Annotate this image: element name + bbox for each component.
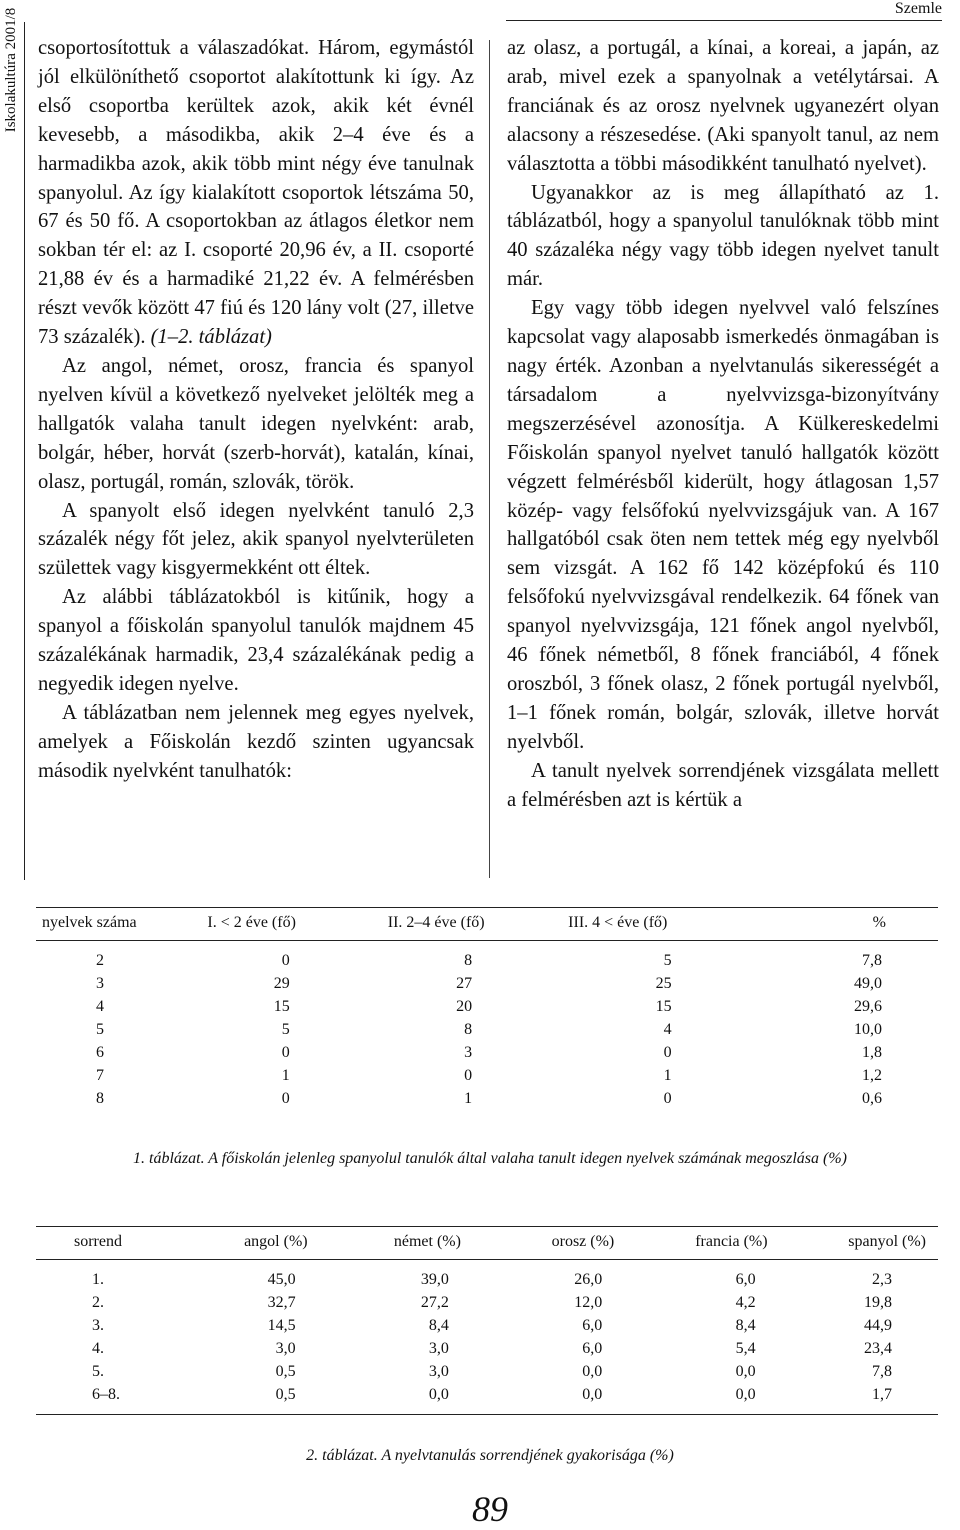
- table-cell: 4: [663, 1021, 672, 1038]
- table-cell: 7,8: [872, 1363, 892, 1380]
- table-cell: 10,0: [854, 1021, 882, 1038]
- column-header: spanyol (%): [848, 1233, 926, 1250]
- paragraph: Egy vagy több idegen nyelvvel való felszínes kapcsolat vagy alaposabb ismerkedés önmagában is nagy érték. Azonban a nyelvtanulás sikerességét a társadalom a nyelvvizsga-bizonyítvány megszerzésével azonosítja. A Külkereskedelmi Főiskolán spanyol nyelvet tanuló hallgatók között végzett felmérésből kiderült, hogy átlagosan 1,57 közép- vagy felsőfokú nyelvvizsgájuk van. A 167 hallgatóból csak öten nem tettek még egy nyelvből sem vizsgát. A 162 fő 142 középfokú és 110 felsőfokú nyelvvizsgával rendelkezik. 64 főnek van spanyol nyelvvizsgája, 121 főnek angol nyelvből, 46 főnek németből, 8 főnek franciából, 4 főnek oroszból, 3 főnek olasz, 2 főnek portugál nyelvből, 1–1 főnek román, bolgár, szlovák, illetve horvát nyelvből.: [507, 297, 939, 753]
- table-cell: 7,8: [862, 952, 882, 969]
- table-cell: 1: [281, 1067, 290, 1084]
- section-label: Szemle: [894, 0, 942, 17]
- paragraph: Ugyanakkor az is meg állapítható az 1. táblázatból, hogy a spanyolul tanulóknak több mint 40 százaléka négy vagy több idegen nyelvet tanult már.: [507, 181, 939, 291]
- paragraph: A tanult nyelvek sorrendjének vizsgálata mellett a felmérésben azt is kértük a: [507, 759, 939, 811]
- column-header: sorrend: [74, 1233, 122, 1250]
- table-cell: 1,8: [862, 1044, 882, 1061]
- table-cell: 15: [655, 998, 672, 1015]
- table-row: [36, 1064, 938, 1087]
- table-cell: 25: [655, 975, 672, 992]
- table-cell: 0,5: [275, 1386, 296, 1403]
- table-cell: 2: [96, 952, 104, 969]
- table-cell: 0: [281, 1044, 290, 1061]
- table-cell: 8,4: [735, 1317, 756, 1334]
- table-cell: 44,9: [864, 1317, 892, 1334]
- table-1: [36, 907, 938, 1110]
- table-cell: 0: [464, 1067, 473, 1084]
- table-cell: 6,0: [735, 1271, 756, 1288]
- table-cell: 3: [96, 975, 104, 992]
- table-row: [36, 949, 938, 972]
- column-header: orosz (%): [551, 1233, 615, 1250]
- table-cell: 4.: [92, 1340, 104, 1357]
- table-cell: 5: [663, 952, 672, 969]
- table-cell: 20: [456, 998, 473, 1015]
- right-column: [507, 34, 939, 814]
- table-cell: 3: [464, 1044, 473, 1061]
- table-cell: 0,5: [275, 1363, 296, 1380]
- side-divider: [24, 22, 25, 880]
- table-cell: 0,0: [582, 1363, 603, 1380]
- table-cell: 1.: [92, 1271, 104, 1288]
- table-row: [36, 1360, 938, 1383]
- column-header: III. 4 < éve (fő): [568, 914, 668, 931]
- paragraph: Az angol, német, orosz, francia és spanyol nyelven kívül a következő nyelveket jelölték meg a hallgatók valaha tanult idegen nyelvként: arab, bolgár, héber, horvát (szerb-horvát), katalán, kínai, olasz, portugál, román, szlovák, török.: [38, 354, 474, 493]
- table-row: [36, 1018, 938, 1041]
- table-cell: 26,0: [574, 1271, 603, 1288]
- table-cell: 6,0: [582, 1317, 603, 1334]
- table-cell: 1: [464, 1090, 473, 1107]
- table-row: [36, 1087, 938, 1110]
- table-cell: 0,0: [428, 1386, 449, 1403]
- column-header: I. < 2 éve (fő): [207, 914, 296, 931]
- table-cell: 2.: [92, 1294, 104, 1311]
- table-header-rule: [36, 1259, 938, 1260]
- table-cell: 3,0: [275, 1340, 296, 1357]
- column-header: német (%): [393, 1233, 461, 1250]
- table-cell: 32,7: [267, 1294, 296, 1311]
- table-cell: 5,4: [735, 1340, 756, 1357]
- table-row: [36, 1383, 938, 1406]
- table-cell: 49,0: [854, 975, 882, 992]
- table-cell: 2,3: [872, 1271, 892, 1288]
- table-cell: 0: [281, 1090, 290, 1107]
- paragraph: az olasz, a portugál, a kínai, a koreai, a japán, az arab, mivel ezek a spanyolnak a vetélytársai. A franciának és az orosz nyelvnek ugyanezért olyan alacsony a részesedése. (Aki spanyolt tanul, az nem választotta a többi másodikként tanulható nyelvet).: [507, 37, 939, 175]
- table-cell: 0,6: [862, 1090, 882, 1107]
- table-cell: 1,7: [872, 1386, 892, 1403]
- table-cell: 5: [96, 1021, 104, 1038]
- table-reference: (1–2. táblázat): [150, 326, 272, 349]
- table-row: [36, 1268, 938, 1291]
- table-bottom-rule: [36, 1414, 938, 1415]
- table-header-row: [36, 908, 938, 940]
- table-header-row: [36, 1227, 938, 1259]
- table-cell: 0,0: [735, 1386, 756, 1403]
- table-1-caption: 1. táblázat. A főiskolán jelenleg spanyolul tanulók által valaha tanult idegen nyelvek számának megoszlása (%): [133, 1150, 847, 1167]
- table-cell: 4,2: [735, 1294, 756, 1311]
- table-cell: 0: [663, 1090, 672, 1107]
- table-cell: 4: [96, 998, 104, 1015]
- table-cell: 29: [273, 975, 290, 992]
- paragraph: A táblázatban nem jelennek meg egyes nyelvek, amelyek a Főiskolán kezdő szinten ugyancsak második nyelvként tanulhatók:: [38, 701, 474, 782]
- column-header: nyelvek száma: [42, 914, 137, 931]
- table-cell: 0,0: [582, 1386, 603, 1403]
- table-cell: 8,4: [428, 1317, 449, 1334]
- table-cell: 0: [663, 1044, 672, 1061]
- table-cell: 15: [273, 998, 290, 1015]
- table-cell: 45,0: [267, 1271, 296, 1288]
- table-cell: 0: [281, 952, 290, 969]
- table-cell: 6–8.: [92, 1386, 120, 1403]
- table-cell: 5: [281, 1021, 290, 1038]
- column-divider: [489, 40, 490, 878]
- table-cell: 39,0: [420, 1271, 449, 1288]
- table-cell: 6,0: [582, 1340, 603, 1357]
- journal-side-label: Iskolakultúra 2001/8: [3, 7, 19, 133]
- table-row: [36, 1041, 938, 1064]
- table-2: [36, 1226, 938, 1415]
- paragraph: Az alábbi táblázatokból is kitűnik, hogy a spanyol a főiskolán spanyolul tanulók majdnem 45 százalékának harmadik, 23,4 százalékának pedig a negyedik idegen nyelve.: [38, 586, 474, 695]
- table-cell: 3.: [92, 1317, 104, 1334]
- table-cell: 14,5: [267, 1317, 296, 1334]
- paragraph: csoportosítottuk a válaszadókat. Három, egymástól jól elkülöníthető csoportot alakítottunk ki így. Az első csoportba kerültek azok, akik két évnél kevesebb, a másodikba, akik 2–4 éve és a harmadikba azok, akik több mint négy éve tanulnak spanyolul. Az így kialakított csoportok létszáma 50, 67 és 50 fő. A csoportokban az átlagos életkor nem sokban tér el: az I. csoporté 20,96 év, a II. csoporté 21,88 év és a harmadiké 21,22 év. A felmérésben részt vevők között 47 fiú és 120 lány volt (27, illetve 73 százalék). (1–2. táblázat): [38, 37, 474, 349]
- table-row: [36, 1337, 938, 1360]
- table-row: [36, 995, 938, 1018]
- table-cell: 3,0: [428, 1363, 449, 1380]
- table-row: [36, 1314, 938, 1337]
- table-cell: 8: [464, 1021, 473, 1038]
- table-cell: 6: [96, 1044, 104, 1061]
- table-cell: 12,0: [574, 1294, 603, 1311]
- table-cell: 5.: [92, 1363, 104, 1380]
- table-cell: 1: [663, 1067, 672, 1084]
- table-cell: 3,0: [428, 1340, 449, 1357]
- left-column: [38, 34, 474, 786]
- table-cell: 29,6: [854, 998, 882, 1015]
- paragraph: A spanyolt első idegen nyelvként tanuló 2,3 százalék négy főt jelez, akik spanyol nyelvterületen születtek vagy kisgyermekként ott éltek.: [38, 499, 474, 580]
- table-cell: 1,2: [862, 1067, 882, 1084]
- column-header: angol (%): [244, 1233, 308, 1250]
- column-header: francia (%): [695, 1233, 768, 1250]
- column-header: %: [872, 914, 886, 931]
- column-header: II. 2–4 éve (fő): [387, 914, 485, 931]
- table-cell: 0,0: [735, 1363, 756, 1380]
- table-cell: 8: [464, 952, 473, 969]
- table-header-rule: [36, 940, 938, 941]
- page-number: 89: [472, 1489, 508, 1529]
- table-2-caption: 2. táblázat. A nyelvtanulás sorrendjének gyakorisága (%): [306, 1447, 674, 1464]
- table-cell: 19,8: [864, 1294, 892, 1311]
- table-cell: 23,4: [864, 1340, 892, 1357]
- table-cell: 27: [456, 975, 473, 992]
- table-cell: 7: [96, 1067, 104, 1084]
- table-cell: 27,2: [420, 1294, 449, 1311]
- table-cell: 8: [96, 1090, 104, 1107]
- table-row: [36, 972, 938, 995]
- header-rule: [506, 20, 942, 21]
- table-row: [36, 1291, 938, 1314]
